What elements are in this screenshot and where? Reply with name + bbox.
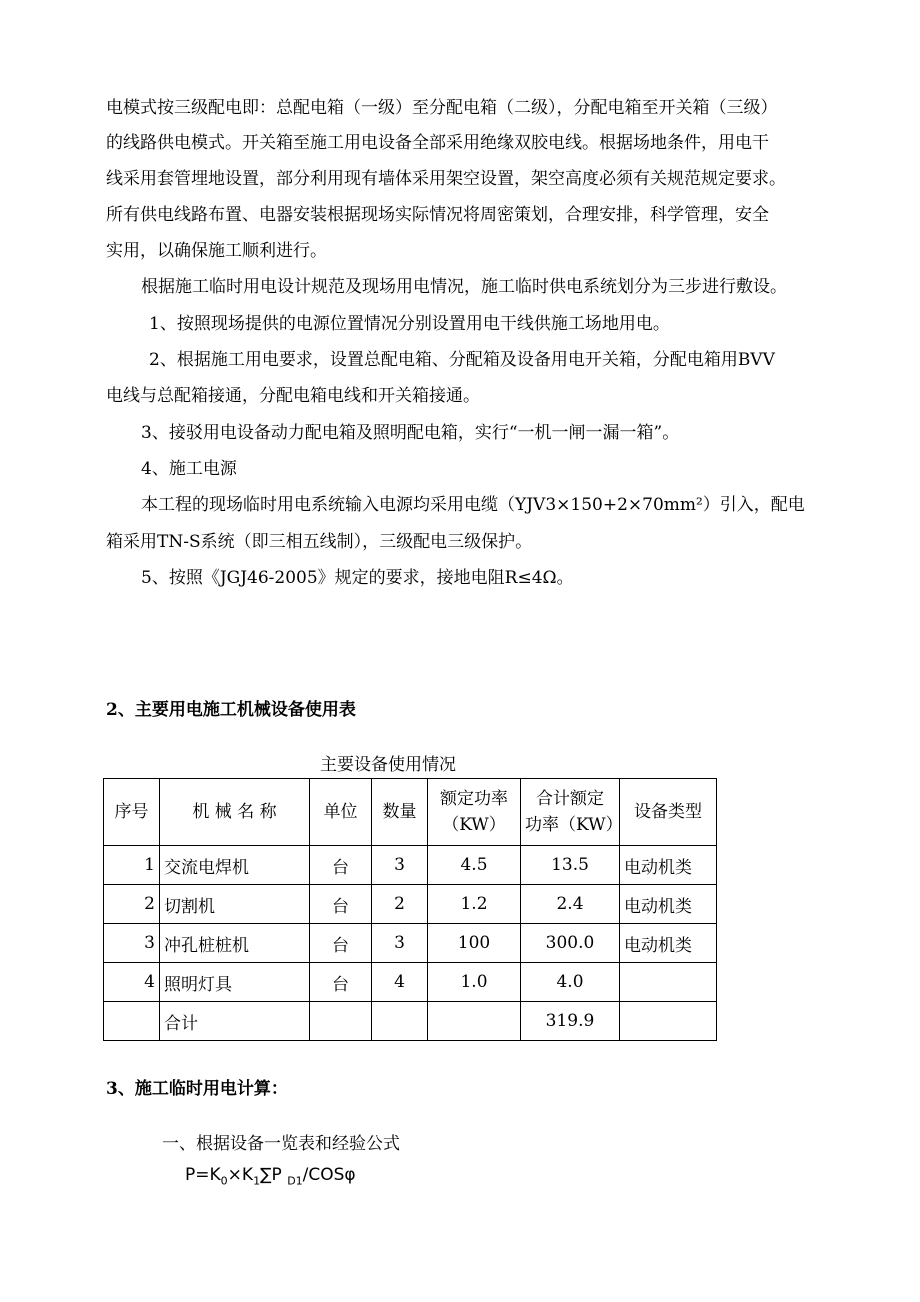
header-rated-line-2: （KW）	[442, 815, 506, 835]
header-unit: 单位	[310, 779, 372, 846]
cell-rated: 100	[428, 924, 521, 963]
cell-total: 13.5	[521, 846, 620, 885]
cell-name: 切割机	[160, 885, 310, 924]
formula-sub: 0	[220, 1174, 228, 1188]
cell-rated: 1.2	[428, 885, 521, 924]
cell-qty: 3	[372, 846, 428, 885]
cell-unit: 台	[310, 924, 372, 963]
paragraph-line: 的线路供电模式。开关箱至施工用电设备全部采用绝缘双胶电线。根据场地条件，用电干	[106, 133, 769, 153]
cell-no: 2	[104, 885, 160, 924]
table-row	[104, 846, 717, 885]
list-item-3: 3、接驳用电设备动力配电箱及照明配电箱，实行“一机一闸一漏一箱”。	[141, 423, 680, 443]
cell-total: 300.0	[521, 924, 620, 963]
cell-qty: 3	[372, 924, 428, 963]
cell-unit	[310, 1002, 372, 1041]
cell-rated: 4.5	[428, 846, 521, 885]
paragraph-line: 线采用套管埋地设置，部分利用现有墙体采用架空设置，架空高度必须有关规范规定要求。	[106, 169, 786, 189]
header-total-line-2: 功率（KW）	[525, 815, 623, 835]
list-item-4: 4、施工电源	[141, 459, 237, 479]
header-qty: 数量	[372, 779, 428, 846]
formula-part: /COSφ	[302, 1165, 356, 1185]
cell-no	[104, 1002, 160, 1041]
formula-sub: D1	[287, 1174, 303, 1188]
section-2-heading: 2、主要用电施工机械设备使用表	[106, 700, 356, 720]
formula-part: ×K	[227, 1165, 254, 1185]
header-total-power	[521, 779, 623, 846]
header-rated-power	[428, 779, 521, 846]
cell-rated	[428, 1002, 521, 1041]
cell-name: 冲孔桩桩机	[160, 924, 310, 963]
paragraph-line: 所有供电线路布置、电器安装根据现场实际情况将周密策划，合理安排，科学管理，安全	[106, 205, 769, 225]
formula-sub: 1	[253, 1174, 261, 1188]
section-3-heading: 3、施工临时用电计算：	[106, 1079, 288, 1099]
list-item-2-cont: 电线与总配箱接通，分配电箱电线和开关箱接通。	[106, 386, 480, 406]
header-no: 序号	[104, 779, 160, 846]
cell-qty	[372, 1002, 428, 1041]
header-rated-line-1: 额定功率	[440, 789, 508, 809]
sum-total: 319.9	[521, 1002, 620, 1041]
cell-name: 照明灯具	[160, 963, 310, 1002]
cell-type	[620, 963, 717, 1002]
cell-no: 4	[104, 963, 160, 1002]
table-row	[104, 885, 717, 924]
power-source-text-cont: 箱采用TN-S系统（即三相五线制），三级配电三级保护。	[106, 532, 533, 552]
header-total-line-1: 合计额定	[536, 789, 604, 809]
table-header-row	[104, 779, 717, 846]
cell-type: 电动机类	[620, 924, 717, 963]
cell-no: 3	[104, 924, 160, 963]
paragraph-line: 实用，以确保施工顺利进行。	[106, 241, 327, 261]
table-row	[104, 924, 717, 963]
cell-qty: 4	[372, 963, 428, 1002]
cell-qty: 2	[372, 885, 428, 924]
equipment-table	[103, 778, 717, 1041]
table-sum-row	[104, 1002, 717, 1041]
cell-total: 4.0	[521, 963, 620, 1002]
cell-type	[620, 1002, 717, 1041]
power-formula	[185, 1165, 356, 1187]
table-caption: 主要设备使用情况	[320, 755, 456, 775]
list-item-2: 2、根据施工用电要求，设置总配电箱、分配箱及设备用电开关箱，分配电箱用BVV	[149, 350, 775, 370]
paragraph-line: 电模式按三级配电即：总配电箱（一级）至分配电箱（二级），分配电箱至开关箱（三级）	[106, 98, 778, 118]
list-item-5: 5、按照《JGJ46-2005》规定的要求，接地电阻R≤4Ω。	[141, 568, 574, 588]
cell-type: 电动机类	[620, 885, 717, 924]
cell-rated: 1.0	[428, 963, 521, 1002]
cell-no: 1	[104, 846, 160, 885]
formula-part: P=K	[185, 1165, 221, 1185]
cell-unit: 台	[310, 963, 372, 1002]
table-row	[104, 963, 717, 1002]
header-name: 机 械 名 称	[160, 779, 310, 846]
cell-total: 2.4	[521, 885, 620, 924]
paragraph-2: 根据施工临时用电设计规范及现场用电情况，施工临时供电系统划分为三步进行敷设。	[141, 277, 787, 297]
section-3-subheading: 一、根据设备一览表和经验公式	[162, 1134, 400, 1154]
cell-type: 电动机类	[620, 846, 717, 885]
header-type: 设备类型	[620, 779, 717, 846]
formula-part: ∑P	[260, 1165, 288, 1185]
sum-label: 合计	[160, 1002, 310, 1041]
cell-unit: 台	[310, 846, 372, 885]
cell-unit: 台	[310, 885, 372, 924]
list-item-1: 1、按照现场提供的电源位置情况分别设置用电干线供施工场地用电。	[149, 314, 670, 334]
cell-name: 交流电焊机	[160, 846, 310, 885]
power-source-text: 本工程的现场临时用电系统输入电源均采用电缆（YJV3×150+2×70mm²）引入，配电	[141, 495, 805, 515]
